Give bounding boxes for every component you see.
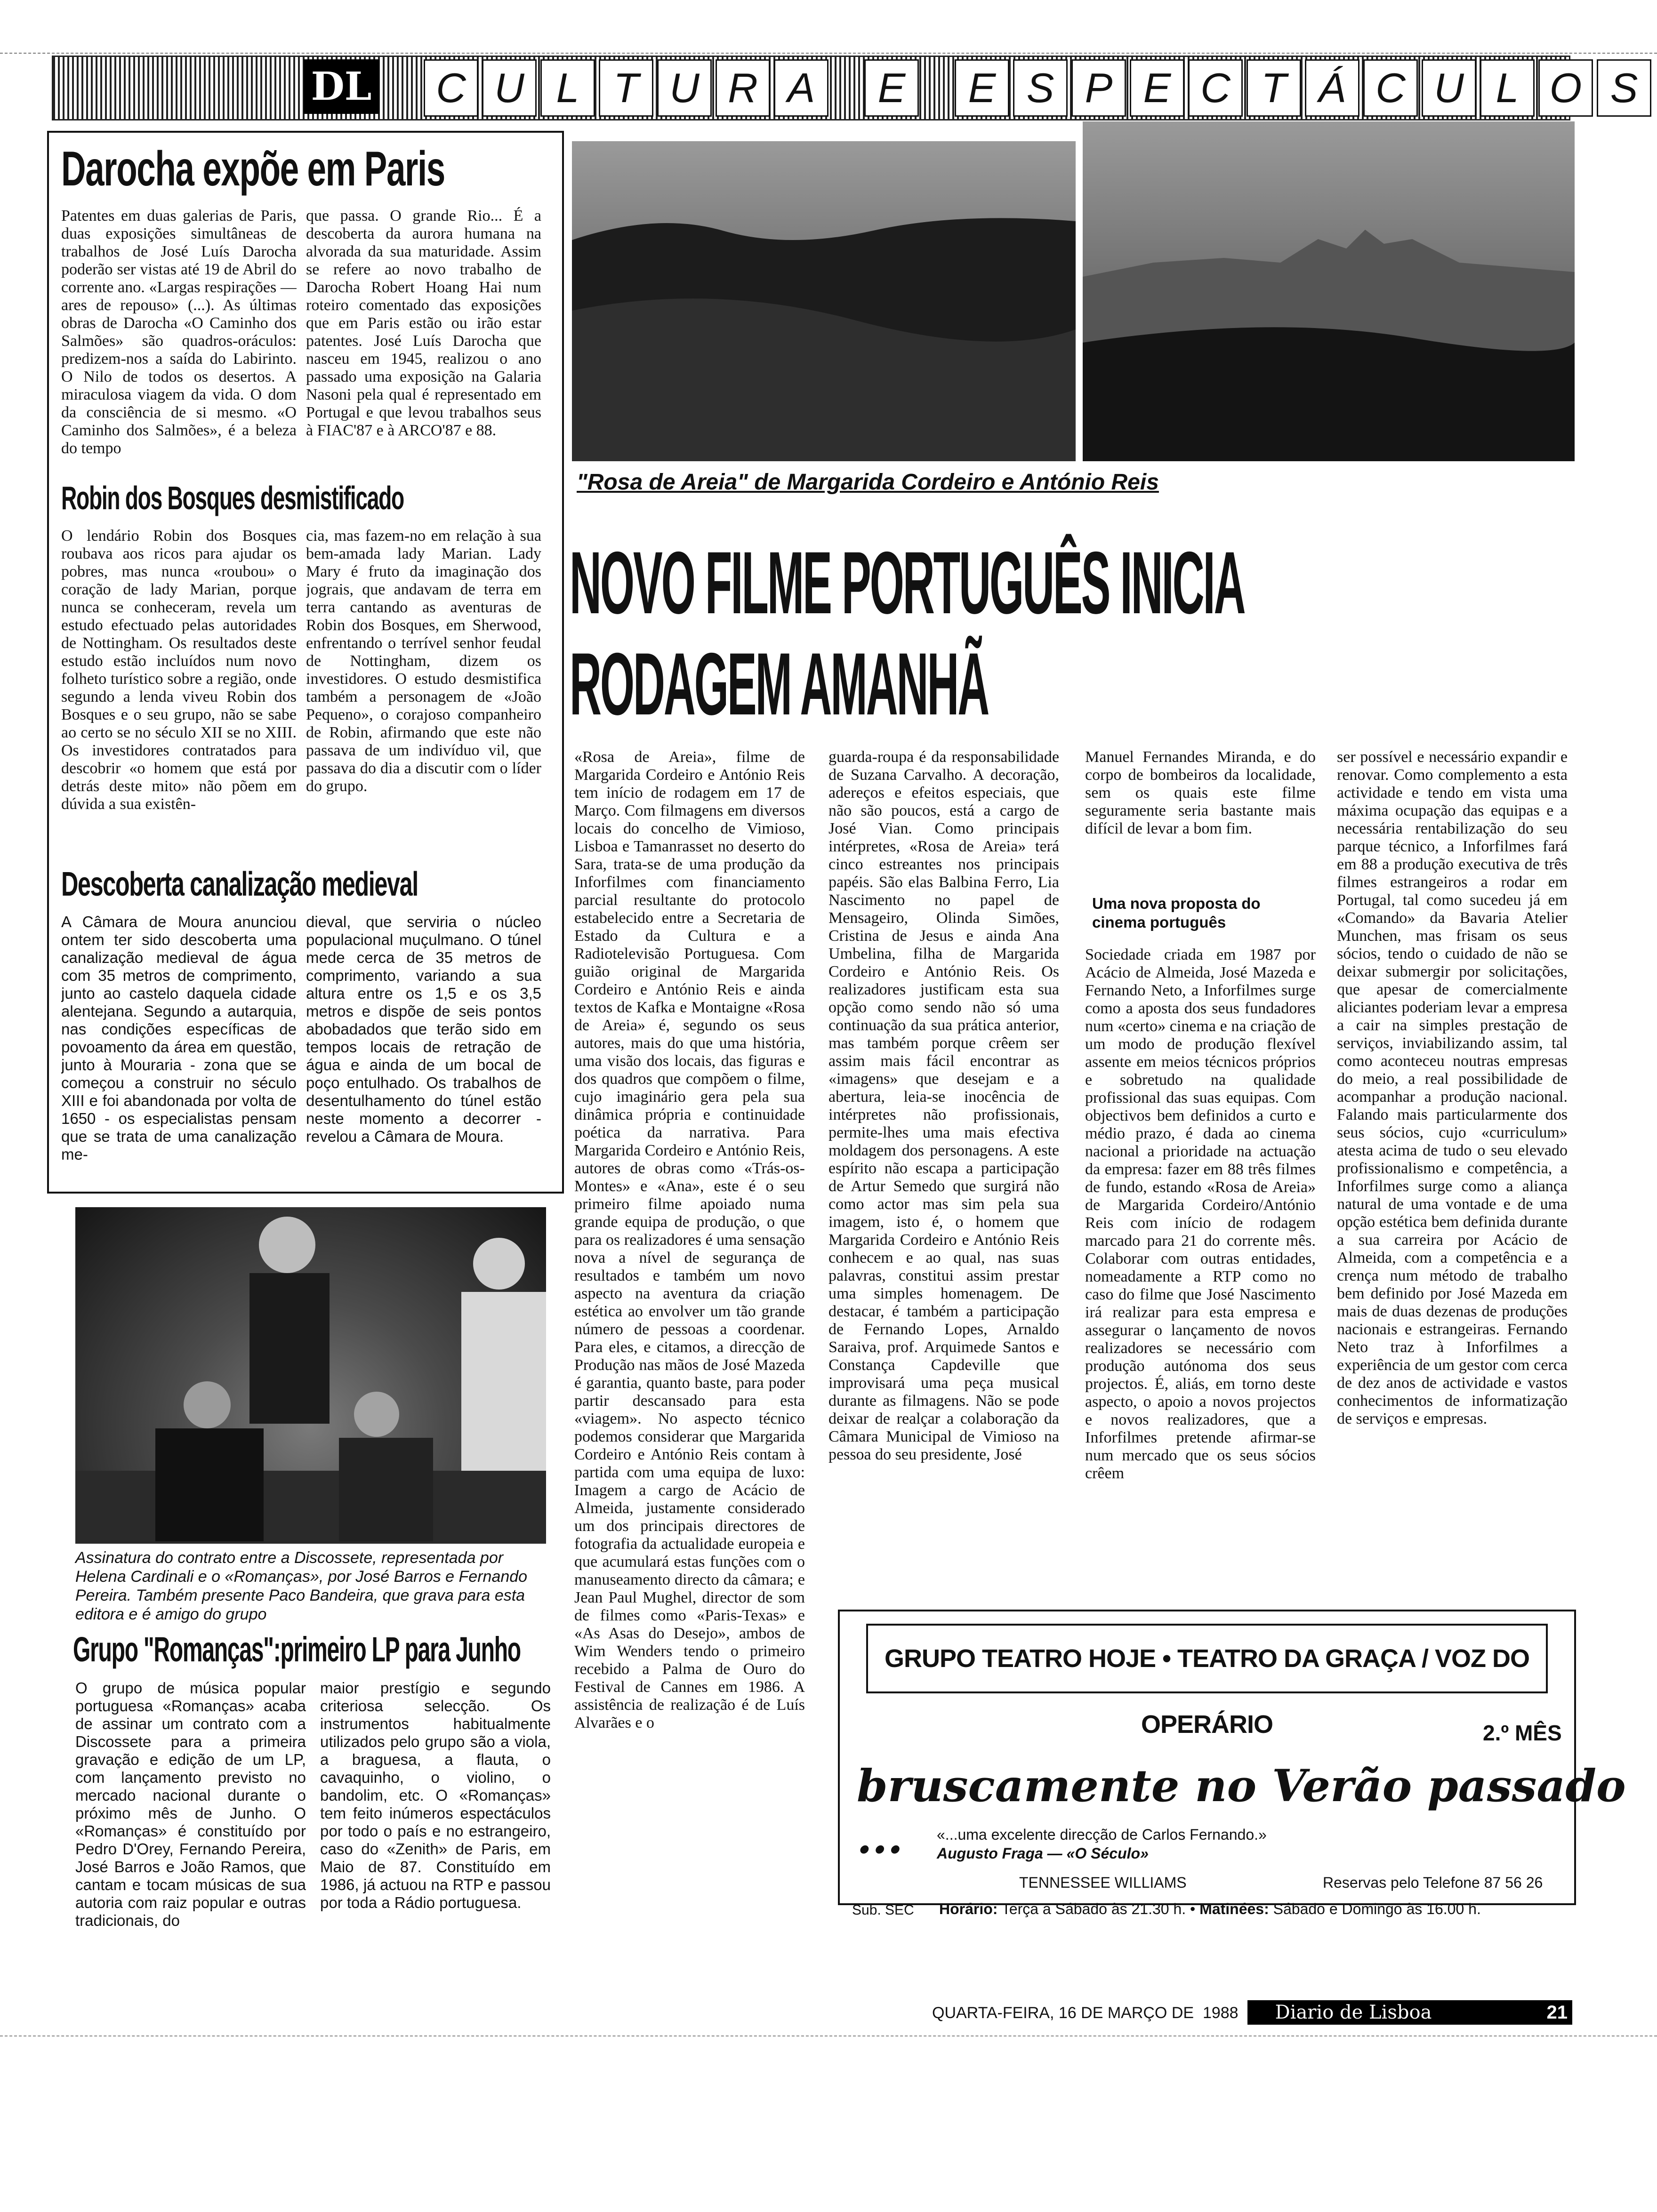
- romancas-col1: O grupo de música popular portuguesa «Romanças» acaba de assinar um contrato com a Discossete para a primeira gravação e edição de um LP, com lançamento previsto no mercado nacional durante o próximo mês de Junho. O «Romanças» é constituído por Pedro D'Orey, Fernando Pereira, José Barros e João Ramos, que cantam e tocam músicas de sua autoria com raiz popular e outras tradicionais, do: [75, 1679, 306, 1929]
- film-village-photo-right: [1083, 121, 1575, 461]
- main-headline-line2: RODAGEM AMANHÃ: [570, 634, 989, 733]
- film-article-col1: «Rosa de Areia», filme de Margarida Cordeiro e António Reis tem início de rodagem em 17 de Março. Com filmagens em diversos locais do concelho de Vimioso, Lisboa e Tamanrasset no deserto do Sara, trata-se de uma produção da Inforfilmes com financiamento parcial resultante do protocolo estabelecido entre a Secretaria de Estado da Cultura e a Radiotelevisão Portuguesa. Com guião original de Margarida Cordeiro e António Reis e ainda textos de Kafka e Montaigne «Rosa de Areia» é, segundo os seus autores, mais do que uma história, uma visão dos locais, das figuras e dos quadros que compõem o filme, cujo imaginário gera pela sua dinâmica própria e continuidade poética da narrativa. Para Margarida Cordeiro e António Reis, autores de obras como «Trás-os-Montes» e «Ana», este é o seu primeiro filme apoiado numa grande equipa de produção, o que para os realizadores é uma sensação nova a nível de segurança de resultados e também um novo aspecto na aventura da criação estética ao envolver um tão grande número de pessoas a coordenar. Para eles, e citamos, a direcção de Produção nas mãos de José Mazeda é garantia, quanto baste, para poder partir descansado para esta «viagem». No aspecto técnico podemos considerar que Margarida Cordeiro e António Reis contam à partida com uma equipa de luxo: Imagem a cargo de Acácio de Almeida, justamente considerado um dos principais directores de fotografia da actualidade europeia e que acumulará estas funções com o manuseamento directo da câmara; e Jean Paul Mughel, director de som de filmes como «Paris-Texas» e «As Asas do Desejo», ambos de Wim Wenders tendo o primeiro recebido a Palma de Ouro do Festival de Cannes em 1986. A assistência de realização é de Luís Alvarães e o: [574, 748, 805, 1731]
- film-landscape-photo-left: [572, 141, 1076, 461]
- section-letter: U: [1422, 59, 1476, 117]
- footer-masthead: Diario de Lisboa: [1247, 2000, 1459, 2025]
- romancas-col2: maior prestígio e segundo criteriosa selecção. Os instrumentos habitualmente utilizados pelo grupo são a viola, a braguesa, a flauta, o cavaquinho, o violino, o bandolim, etc. O «Romanças» tem feito inúmeros espectáculos por todo o país e no estrangeiro, caso do «Zenith» de Paris, em Maio de 87. Constituído em 1986, já actuou na RTP e passou por toda a Rádio portuguesa.: [320, 1679, 551, 1911]
- theatre-ad-quote-author: Augusto Fraga — «O Século»: [937, 1845, 1149, 1862]
- theatre-ad-title: GRUPO TEATRO HOJE • TEATRO DA GRAÇA / VOZ DO OPERÁRIO: [866, 1624, 1548, 1693]
- section-letter: U: [482, 59, 537, 117]
- newspaper-logo: DL: [304, 59, 379, 114]
- section-letter: L: [1480, 59, 1535, 117]
- section-gap: [923, 59, 951, 114]
- theatre-ad-reservations: Reservas pelo Telefone 87 56 26: [1323, 1874, 1543, 1891]
- section-letter: P: [1071, 59, 1126, 117]
- film-photo-caption: "Rosa de Areia" de Margarida Cordeiro e António Reis: [577, 470, 1159, 495]
- film-article-col2: guarda-roupa é da responsabilidade de Suzana Carvalho. A decoração, adereços e efeitos especiais, que não são poucos, está a cargo de José Vian. Como principais intérpretes, «Rosa de Areia» terá cinco estreantes nos principais papéis. São elas Balbina Ferro, Lia Nascimento no papel de Mensageiro, Olinda Simões, Cristina de Jesus e ainda Ana Umbelina, filha de Margarida Cordeiro e António Reis. Os realizadores justificam esta sua opção como sendo não só uma continuação da sua prática anterior, mas também porque crêem ser assim mais fácil encontrar as «imagens» que desejam e a abertura, leia-se inocência de intérpretes não profissionais, permite-lhes uma mais efectiva moldagem dos personagens. A este espírito não escapa a participação de Artur Semedo que surgirá não como actor mas sim pela sua imagem, isto é, o homem que Margarida Cordeiro e António Reis conhecem e ao qual, nas suas palavras, constitui assim prestar uma simples homenagem. De destacar, é também a participação de Fernando Lopes, Arnaldo Saraiva, prof. Arquimede Santos e Constança Capdeville que improvisará uma peça musical durante as filmagens. Não se pode deixar de realçar a colaboração da Câmara Municipal de Vimioso na pessoa do seu presidente, José: [828, 748, 1059, 1463]
- section-letter: S: [1013, 59, 1068, 117]
- main-headline-line1: NOVO FILME PORTUGUÊS INICIA: [570, 533, 1245, 632]
- film-article-subhead: Uma nova proposta do cinema português: [1092, 895, 1261, 931]
- contract-photo-caption: Assinatura do contrato entre a Discossete, representada por Helena Cardinali e o «Romanças», por José Barros e Fernando Pereira. Também presente Paco Bandeira, que grava para esta editora e é amigo do grupo: [75, 1549, 528, 1623]
- bullet: •: [1190, 1900, 1196, 1917]
- canalizacao-col1: A Câmara de Moura anunciou ontem ter sido descoberta uma canalização medieval de água com 35 metros de comprimento, junto ao castelo daquela cidade alentejana. Segundo a autarquia, nas condições específicas de povoamento da área em questão, junto à Mouraria - zona que se começou a construir no século XIII e foi abandonada por volta de 1650 - os especialistas pensam que se trata de uma canalização me-: [61, 913, 297, 1163]
- theatre-ad-show-title: bruscamente no Verão passado ...: [857, 1760, 1626, 1864]
- contract-signing-photo: [75, 1207, 546, 1544]
- section-title: [424, 59, 1651, 114]
- section-letter: U: [657, 59, 712, 117]
- section-letter: T: [1247, 59, 1301, 117]
- section-letter: T: [599, 59, 653, 117]
- section-letter: E: [1130, 59, 1184, 117]
- theatre-ad-quote: «...uma excelente direcção de Carlos Fernando.»: [937, 1826, 1267, 1843]
- section-letter: E: [864, 59, 919, 117]
- schedule-label: Horário:: [939, 1900, 998, 1917]
- canalizacao-headline: Descoberta canalização medieval: [61, 866, 418, 903]
- schedule-text: Terça a Sábado às 21.30 h.: [1001, 1900, 1186, 1917]
- darocha-col1: Patentes em duas galerias de Paris, duas exposições simultâneas de trabalhos de José Luís Darocha poderão ser vistas até 19 de Abril do corrente ano. «Largas respirações — ares de repouso» (...). As últimas obras de Darocha «O Caminho dos Salmões» são quadros-oráculos: predizem-nos a saída do Labirinto. O Nilo de todos os desertos. A miraculosa viagem da vida. O dom da consciência de si mesmo. «O Caminho dos Salmões», é a beleza do tempo: [61, 207, 297, 457]
- section-letter: E: [955, 59, 1009, 117]
- robin-headline: Robin dos Bosques desmistificado: [61, 480, 404, 516]
- film-article-col3-top: Manuel Fernandes Miranda, e do corpo de bombeiros da localidade, sem os quais este filme seguramente seria bastante mais difícil de levar a bom fim.: [1085, 748, 1316, 837]
- hills-shape: [572, 141, 1076, 461]
- darocha-col2: que passa. O grande Rio... É a descoberta da aurora humana na alvorada da sua maturidade. Assim se refere ao novo trabalho de Darocha Robert Hoang Hai num roteiro comentado das exposições que em Paris estão ou irão estar patentes. José Luís Darocha que nasceu em 1945, realizou o ano passado uma exposição na Galaria Nasoni pela qual é representado em Portugal e que levou trabalhos seus à FIAC'87 e à ARCO'87 e 88.: [306, 207, 541, 439]
- village-shape: [1083, 121, 1575, 461]
- robin-col1: O lendário Robin dos Bosques roubava aos ricos para ajudar os pobres, mas nunca «roubou» o coração de lady Marian, porque nunca se conheceram, revela um estudo efectuado pelas autoridades de Nottingham. Os resultados deste estudo estão incluídos num novo folheto turístico sobre a região, onde segundo a lenda viveu Robin dos Bosques e o seu grupo, não se sabe ao certo se no século XII se no XIII. Os investidores contratados para descobrir «o homem que está por detrás deste mito» não põem em dúvida a sua existên-: [61, 527, 297, 813]
- robin-col2: cia, mas fazem-no em relação à sua bem-amada lady Marian. Lady Mary é fruto da imaginação dos jograis, que andavam de terra em terra cantando as aventuras de Robin dos Bosques, em Sherwood, enfrentando o terrível senhor feudal de Nottingham, dizem os investidores. O estudo desmistifica também a personagem de «João Pequeno», o corajoso companheiro de Robin, afirmando que este não passava de um indivíduo vil, que passava do dia a discutir com o líder do grupo.: [306, 527, 541, 795]
- theatre-ad-author: TENNESSEE WILLIAMS: [1019, 1874, 1187, 1891]
- footer-date: QUARTA-FEIRA, 16 DE MARÇO DE 1988: [932, 2004, 1239, 2022]
- matinees-text: Sábado e Domingo às 16.00 h.: [1273, 1900, 1481, 1917]
- section-gap: [832, 59, 861, 114]
- canalizacao-col2: dieval, que serviria o núcleo populacional muçulmano. O túnel mede cerca de 35 metros de comprimento, variando a sua altura entre os 1,5 e os 3,5 metros e dispõe de seis pontos abobadados que terão sido em tempos locais de retração de água e ainda de um bocal de poço entulhado. Os trabalhos de desentulhamento do túnel estão neste momento a decorrer - revelou a Câmara de Moura.: [306, 913, 541, 1145]
- section-letter: R: [716, 59, 770, 117]
- footer-page-number: 21: [1459, 2000, 1572, 2025]
- film-article-col3-body: Sociedade criada em 1987 por Acácio de Almeida, José Mazeda e Fernando Neto, a Inforfilmes surge como a aposta dos seus fundadores num «certo» cinema e na criação de um modo de produção flexível assente em meios técnicos próprios e sobretudo na qualidade profissional das suas equipas. Com objectivos bem definidos a curto e médio prazo, é dada ao cinema nacional a prioridade na actuação da empresa: fazer em 88 três filmes de fundo, estando «Rosa de Areia» de Margarida Cordeiro/António Reis com início de rodagem marcado para 21 do corrente mês. Colaborar com outras entidades, nomeadamente a RTP como no caso do filme que José Nascimento irá realizar para esta empresa e assegurar o lançamento de novos realizadores se necessário com produção autónoma dos seus projectos. É, aliás, em torno deste aspecto, o apoio a novos projectos e novos realizadores, que a Inforfilmes pretende afirmar-se num mercado que os seus sócios crêem: [1085, 946, 1316, 1482]
- section-letter: Á: [1305, 59, 1359, 117]
- theatre-ad-schedule: [939, 1900, 1481, 1918]
- darocha-headline: Darocha expõe em Paris: [61, 142, 445, 196]
- section-letter: C: [1188, 59, 1243, 117]
- section-letter: C: [424, 59, 478, 117]
- top-rule: [0, 53, 1657, 54]
- section-letter: O: [1538, 59, 1593, 117]
- film-article-col4: ser possível e necessário expandir e renovar. Como complemento a esta actividade e tendo em vista uma máxima ocupação das equipas e a necessária rentabilização do seu parque técnico, a Inforfilmes fará em 88 a produção executiva de três filmes estrangeiros a rodar em Portugal, tal como sucedeu já em «Comando» da Bavaria Atelier Munchen, mas frisam os seus sócios, tendo o cuidado de não se deixar submergir por solicitações, que apesar de comercialmente aliciantes poderiam levar a empresa a cair na simples prestação de serviços, inviabilizando assim, tal como aconteceu noutras empresas do meio, a real possibilidade de acompanhar a produção nacional. Falando mais particularmente dos seus sócios, cujo «curriculum» atesta acima de tudo o seu elevado profissionalismo e competência, a Inforfilmes surge como a aliança natural de uma vontade e de uma opção estética bem definida durante a sua carreira por Acácio de Almeida, com a competência e a crença num método de trabalho bem definido por José Mazeda em mais de duas dezenas de produções nacionais e estrangeiras. Fernando Neto traz à Inforfilmes a experiência de um gestor com cerca de dez anos de actividade e vastos conhecimentos de informatização de serviços e empresas.: [1337, 748, 1568, 1427]
- section-letter: S: [1597, 59, 1651, 117]
- theatre-ad-badge: 2.º MÊS: [1483, 1721, 1562, 1745]
- romancas-headline: Grupo "Romanças":primeiro LP para Junho: [73, 1630, 521, 1669]
- section-letter: A: [774, 59, 828, 117]
- photo-figures: [75, 1207, 546, 1544]
- section-letter: C: [1363, 59, 1418, 117]
- theatre-ad-sub: Sub. SEC: [852, 1902, 914, 1918]
- section-letter: L: [540, 59, 595, 117]
- matinees-label: Matinées:: [1199, 1900, 1269, 1917]
